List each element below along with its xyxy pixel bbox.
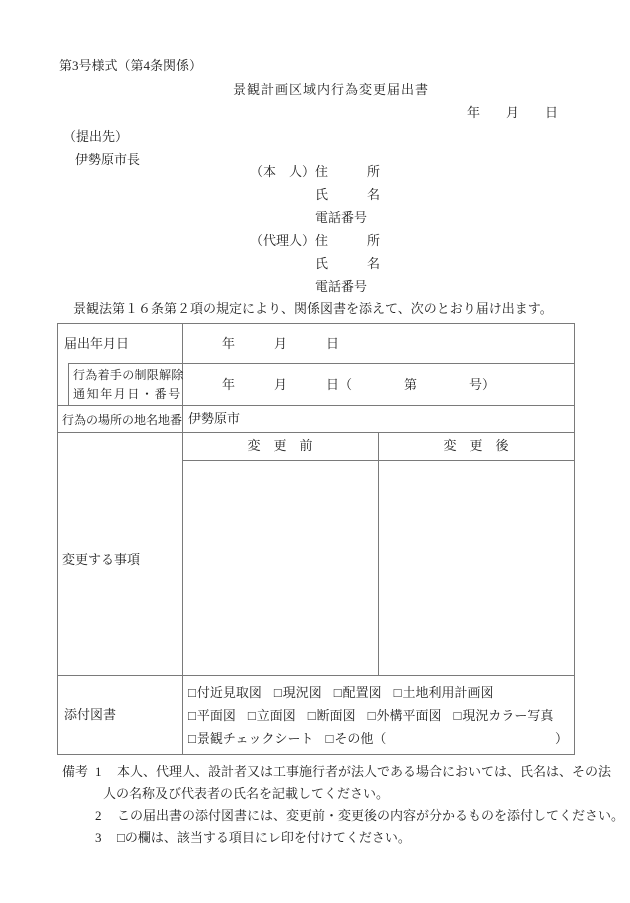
checkbox-icon[interactable]: □ bbox=[367, 708, 376, 723]
date-line: 年 月 日 bbox=[466, 105, 558, 120]
attachment-item bbox=[188, 731, 313, 746]
remarks-label: 備考 bbox=[62, 764, 89, 779]
other-field-close-paren: ） bbox=[554, 731, 568, 746]
attachment-item-label: 平面図 bbox=[196, 708, 236, 723]
nested-cell-border bbox=[68, 363, 69, 405]
attachment-item-label: その他（ bbox=[334, 731, 387, 746]
applicant-block bbox=[250, 160, 380, 298]
remark-text: 人の名称及び代表者の氏名を記載してください。 bbox=[103, 786, 390, 801]
notification-table bbox=[57, 323, 575, 755]
attachment-item bbox=[274, 685, 322, 700]
restriction-release-label-line1: 行為着手の制限解除 bbox=[73, 368, 184, 382]
name-field-label: 氏 名 bbox=[315, 256, 381, 271]
phone-field-label: 電話番号 bbox=[315, 210, 368, 225]
attachment-item-label: 外構平面図 bbox=[376, 708, 442, 723]
address-field-label: 住 所 bbox=[315, 233, 381, 248]
checkbox-icon[interactable]: □ bbox=[307, 708, 316, 723]
remarks-block bbox=[62, 761, 624, 849]
remark-text: 本人、代理人、設計者又は工事施行者が法人である場合においては、氏名は、その法 bbox=[117, 764, 612, 779]
row3-separator bbox=[58, 432, 574, 433]
remark-item-3 bbox=[62, 827, 624, 849]
attachment-item-label: 断面図 bbox=[316, 708, 356, 723]
address-field-label: 住 所 bbox=[315, 164, 381, 179]
attachments-line-1 bbox=[188, 681, 570, 704]
attachment-item-label: 現況カラー写真 bbox=[462, 708, 554, 723]
before-change-input-area[interactable] bbox=[183, 461, 378, 675]
attachment-item-label: 景観チェックシート bbox=[196, 731, 314, 746]
remark-text: この届出書の添付図書には、変更前・変更後の内容が分かるものを添付してください。 bbox=[117, 808, 625, 823]
checkbox-icon[interactable]: □ bbox=[247, 708, 256, 723]
notification-date-label: 届出年月日 bbox=[64, 336, 130, 351]
phone-field-label: 電話番号 bbox=[315, 279, 368, 294]
attachment-item-label: 付近見取図 bbox=[196, 685, 262, 700]
applicant-row bbox=[250, 275, 380, 298]
applicant-person-label: （本 人） bbox=[250, 164, 316, 179]
attachment-item bbox=[334, 685, 382, 700]
remark-text: □の欄は、該当する項目にレ印を付けてください。 bbox=[117, 830, 411, 845]
remark-number: 1 bbox=[95, 764, 102, 779]
page-title: 景観計画区域内行為変更届出書 bbox=[232, 82, 429, 97]
checkbox-icon[interactable]: □ bbox=[188, 731, 196, 746]
applicant-row bbox=[250, 206, 380, 229]
notification-date-value[interactable]: 年 月 日 bbox=[222, 336, 340, 351]
row2-separator bbox=[58, 405, 574, 406]
checkbox-icon[interactable]: □ bbox=[393, 685, 402, 700]
agent-person-label: （代理人） bbox=[250, 233, 316, 248]
row1-separator bbox=[68, 363, 574, 364]
form-number: 第3号様式（第4条関係） bbox=[59, 58, 203, 73]
attachment-item-label: 配置図 bbox=[342, 685, 382, 700]
applicant-row bbox=[250, 160, 380, 183]
before-change-header: 変 更 前 bbox=[247, 438, 313, 453]
attachment-item bbox=[188, 708, 236, 723]
checkbox-icon[interactable]: □ bbox=[188, 685, 196, 700]
remark-item-1 bbox=[62, 761, 624, 783]
restriction-release-value[interactable]: 年 月 日（ 第 号） bbox=[222, 377, 496, 392]
submit-to-name: 伊勢原市長 bbox=[75, 152, 141, 167]
attachment-item bbox=[325, 731, 386, 746]
name-field-label: 氏 名 bbox=[315, 187, 381, 202]
attachment-item bbox=[188, 685, 262, 700]
attachments-line-2 bbox=[188, 704, 570, 727]
remark-item-2 bbox=[62, 805, 624, 827]
attachment-item-label: 土地利用計画図 bbox=[402, 685, 494, 700]
applicant-row bbox=[250, 183, 380, 206]
attachment-item-label: 現況図 bbox=[282, 685, 322, 700]
applicant-row bbox=[250, 252, 380, 275]
after-change-header: 変 更 後 bbox=[443, 438, 509, 453]
intro-sentence: 景観法第１６条第２項の規定により、関係図書を添えて、次のとおり届け出ます。 bbox=[73, 301, 553, 316]
location-label: 行為の場所の地名地番 bbox=[62, 413, 183, 427]
checkbox-icon[interactable]: □ bbox=[188, 708, 196, 723]
attachment-item bbox=[454, 708, 554, 723]
remark-number: 3 bbox=[95, 830, 102, 845]
attachment-item bbox=[248, 708, 296, 723]
attachments-line-3 bbox=[188, 727, 570, 750]
attachment-item bbox=[394, 685, 494, 700]
row4-separator bbox=[58, 675, 574, 676]
checkbox-icon[interactable]: □ bbox=[273, 685, 282, 700]
checkbox-icon[interactable]: □ bbox=[453, 708, 462, 723]
restriction-release-label bbox=[73, 366, 184, 404]
checkbox-icon[interactable]: □ bbox=[333, 685, 342, 700]
location-value[interactable]: 伊勢原市 bbox=[188, 411, 241, 426]
changes-label: 変更する事項 bbox=[62, 552, 141, 567]
attachments-checkbox-area bbox=[188, 681, 570, 750]
attachment-item bbox=[368, 708, 442, 723]
attachment-item-label: 立面図 bbox=[256, 708, 296, 723]
after-change-input-area[interactable] bbox=[379, 461, 574, 675]
applicant-row bbox=[250, 229, 380, 252]
remark-number: 2 bbox=[95, 808, 102, 823]
attachment-item bbox=[308, 708, 356, 723]
checkbox-icon[interactable]: □ bbox=[325, 731, 334, 746]
attachments-label: 添付図書 bbox=[64, 707, 117, 722]
remark-item-1-continued bbox=[62, 783, 624, 805]
submit-to-label: （提出先） bbox=[63, 129, 129, 144]
restriction-release-label-line2: 通知年月日・番号 bbox=[73, 387, 182, 401]
